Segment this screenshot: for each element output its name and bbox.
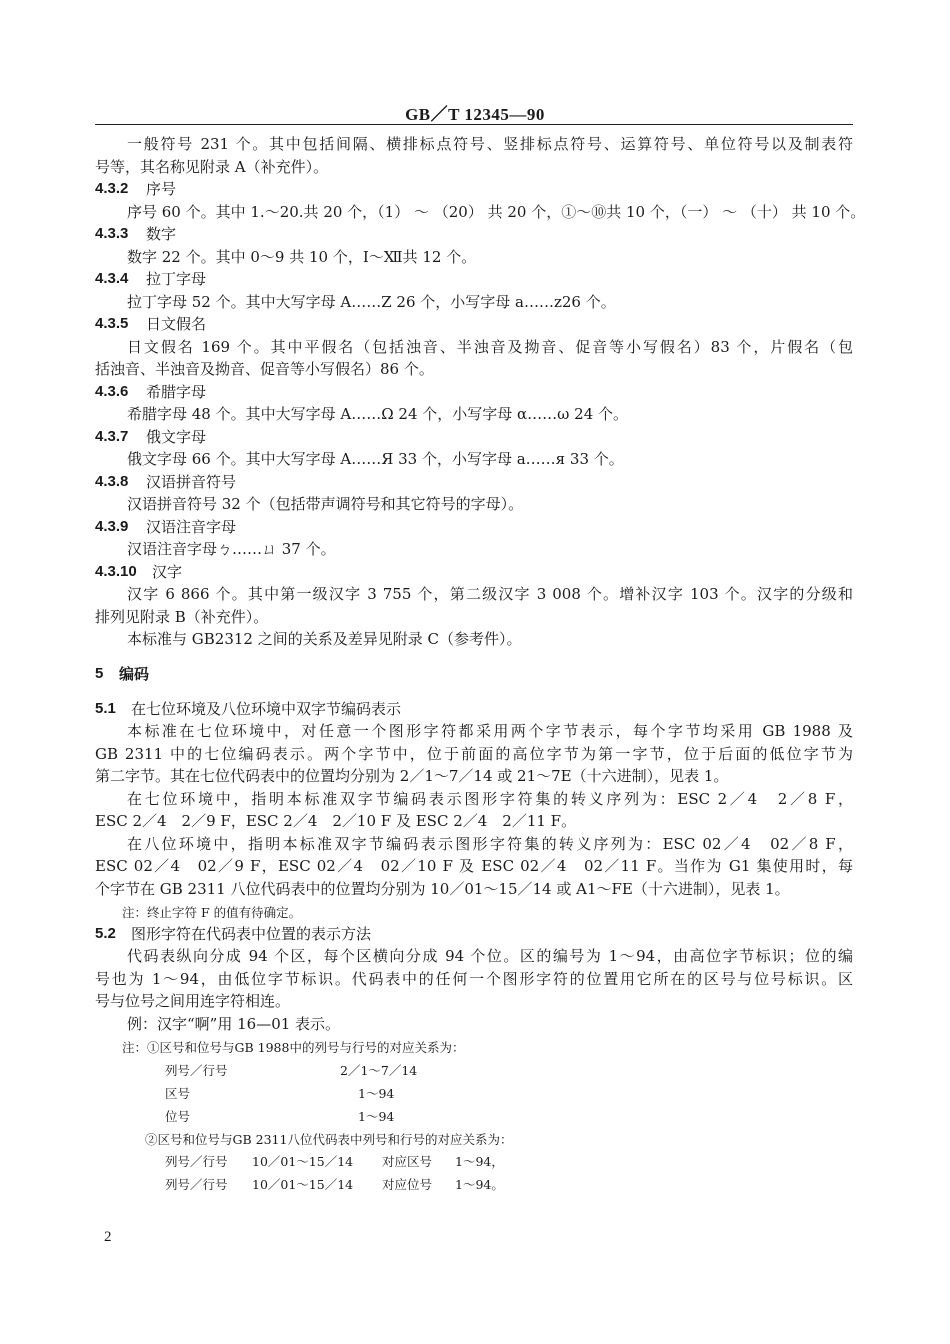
section-number: 4.3.5 bbox=[95, 315, 129, 332]
section-title: 数字 bbox=[146, 225, 177, 243]
note: ②区号和位号与GB 2311八位代码表中列号和行号的对应关系为： bbox=[145, 1132, 513, 1147]
mapping-label: 区号 bbox=[165, 1086, 191, 1101]
mapping-label: 列号／行号 bbox=[165, 1063, 228, 1078]
mapping-range: 10／01～15／14 bbox=[252, 1177, 354, 1192]
chapter-number: 5 bbox=[95, 665, 104, 682]
paragraph-line: 号也为 1～94，由低位字节标识。代码表中的任何一个图形字符的位置用它所在的区号与位号标识。区 bbox=[95, 970, 853, 988]
paragraph-line: 号与位号之间用连字符相连。 bbox=[95, 992, 291, 1010]
paragraph-line: 本标准与 GB2312 之间的关系及差异见附录 C（参考件）。 bbox=[127, 630, 522, 648]
chapter-title: 编码 bbox=[119, 665, 150, 683]
paragraph-line: 在八位环境中，指明本标准双字节编码表示图形字符集的转义序列为：ESC 02／4 02／8 F， bbox=[127, 835, 853, 853]
mapping-correspondence: 对应区号 bbox=[382, 1154, 433, 1169]
mapping-value: 2／1～7／14 bbox=[340, 1063, 418, 1078]
paragraph-line: 汉字 6 866 个。其中第一级汉字 3 755 个，第二级汉字 3 008 个。增补汉字 103 个。汉字的分级和 bbox=[127, 585, 853, 603]
page-number: 2 bbox=[104, 1229, 112, 1245]
paragraph-line: 希腊字母 48 个。其中大写字母 A……Ω 24 个，小写字母 α……ω 24 个。 bbox=[127, 405, 629, 423]
section-title: 希腊字母 bbox=[146, 383, 207, 401]
section-title: 拉丁字母 bbox=[146, 270, 207, 288]
mapping-value: 1～94 bbox=[358, 1109, 395, 1124]
section-title: 图形字符在代码表中位置的表示方法 bbox=[131, 925, 372, 943]
paragraph-line: 俄文字母 66 个。其中大写字母 A……Я 33 个，小写字母 a……я 33 个。 bbox=[127, 450, 624, 468]
mapping-label: 列号／行号 bbox=[165, 1154, 228, 1169]
paragraph-line: 在七位环境中，指明本标准双字节编码表示图形字符集的转义序列为：ESC 2／4 2／8 F， bbox=[127, 790, 853, 808]
paragraph-line: GB 2311 中的七位编码表示。两个字节中，位于前面的高位字节为第一字节，位于后面的低位字节为 bbox=[95, 745, 853, 763]
paragraph-line: ESC 02／4 02／9 F，ESC 02／4 02／10 F 及 ESC 02／4 02／11 F。当作为 G1 集使用时，每 bbox=[95, 857, 853, 875]
paragraph-line: 个字节在 GB 2311 八位代码表中的位置均分别为 10／01～15／14 或 A1～FE（十六进制），见表 1。 bbox=[95, 880, 790, 898]
section-number: 4.3.3 bbox=[95, 225, 129, 242]
section-title: 汉语拼音符号 bbox=[146, 473, 237, 491]
mapping-value: 1～94， bbox=[455, 1154, 504, 1169]
paragraph-line: 排列见附录 B（补充件）。 bbox=[95, 608, 269, 626]
section-title: 序号 bbox=[146, 180, 177, 198]
paragraph-line: 一般符号 231 个。其中包括间隔、横排标点符号、竖排标点符号、运算符号、单位符号以及制表符 bbox=[127, 135, 853, 153]
note: 注：终止字符 F 的值有待确定。 bbox=[122, 905, 302, 920]
paragraph-line: 汉语注音字母ㄅ……ㄩ 37 个。 bbox=[127, 540, 336, 558]
section-title: 日文假名 bbox=[146, 315, 207, 333]
paragraph-line: ESC 2／4 2／9 F，ESC 2／4 2／10 F 及 ESC 2／4 2／11 F。 bbox=[95, 812, 577, 830]
section-number: 4.3.6 bbox=[95, 383, 129, 400]
paragraph-line: 拉丁字母 52 个。其中大写字母 A……Z 26 个，小写字母 a……z26 个。 bbox=[127, 293, 616, 311]
paragraph-line: 代码表纵向分成 94 个区，每个区横向分成 94 个位。区的编号为 1～94，由高位字节标识；位的编 bbox=[127, 947, 853, 965]
section-number: 5.1 bbox=[95, 700, 116, 717]
section-number: 4.3.2 bbox=[95, 180, 129, 197]
paragraph-line: 日文假名 169 个。其中平假名（包括浊音、半浊音及拗音、促音等小写假名）83 个，片假名（包 bbox=[127, 338, 853, 356]
paragraph-line: 括浊音、半浊音及拗音、促音等小写假名）86 个。 bbox=[95, 360, 434, 378]
section-number: 4.3.4 bbox=[95, 270, 129, 287]
section-title: 在七位环境及八位环境中双字节编码表示 bbox=[131, 700, 402, 718]
section-title: 汉语注音字母 bbox=[146, 518, 237, 536]
paragraph-line: 数字 22 个。其中 0～9 共 10 个，Ⅰ～Ⅻ共 12 个。 bbox=[127, 248, 477, 266]
paragraph-line: 本标准在七位环境中，对任意一个图形字符都采用两个字节表示，每个字节均采用 GB 1988 及 bbox=[127, 722, 853, 740]
paragraph-line: 第二字节。其在七位代码表中的位置均分别为 2／1～7／14 或 21～7E（十六进制），见表 1。 bbox=[95, 767, 729, 785]
section-number: 4.3.8 bbox=[95, 473, 129, 490]
section-number: 4.3.10 bbox=[95, 563, 137, 580]
paragraph-line: 序号 60 个。其中 1.～20.共 20 个，（1） ～ （20） 共 20 个，①～⑩共 10 个，（一） ～ （十） 共 10 个。 bbox=[127, 203, 866, 221]
paragraph-line: 号等，其名称见附录 A（补充件）。 bbox=[95, 158, 329, 176]
example-line: 例：汉字“啊”用 16—01 表示。 bbox=[127, 1015, 341, 1033]
mapping-label: 位号 bbox=[165, 1109, 191, 1124]
paragraph-line: 汉语拼音符号 32 个（包括带声调符号和其它符号的字母）。 bbox=[127, 495, 524, 513]
note: 注：①区号和位号与GB 1988中的列号与行号的对应关系为： bbox=[122, 1040, 465, 1055]
section-number: 4.3.9 bbox=[95, 518, 129, 535]
mapping-range: 10／01～15／14 bbox=[252, 1154, 354, 1169]
section-title: 俄文字母 bbox=[146, 428, 207, 446]
section-title: 汉字 bbox=[152, 563, 183, 581]
section-number: 5.2 bbox=[95, 925, 116, 942]
header-rule bbox=[95, 124, 853, 125]
mapping-value: 1～94 bbox=[358, 1086, 395, 1101]
mapping-correspondence: 对应位号 bbox=[382, 1177, 433, 1192]
mapping-value: 1～94。 bbox=[455, 1177, 504, 1192]
document-header: GB／T 12345—90 bbox=[405, 105, 545, 124]
section-number: 4.3.7 bbox=[95, 428, 129, 445]
mapping-label: 列号／行号 bbox=[165, 1177, 228, 1192]
